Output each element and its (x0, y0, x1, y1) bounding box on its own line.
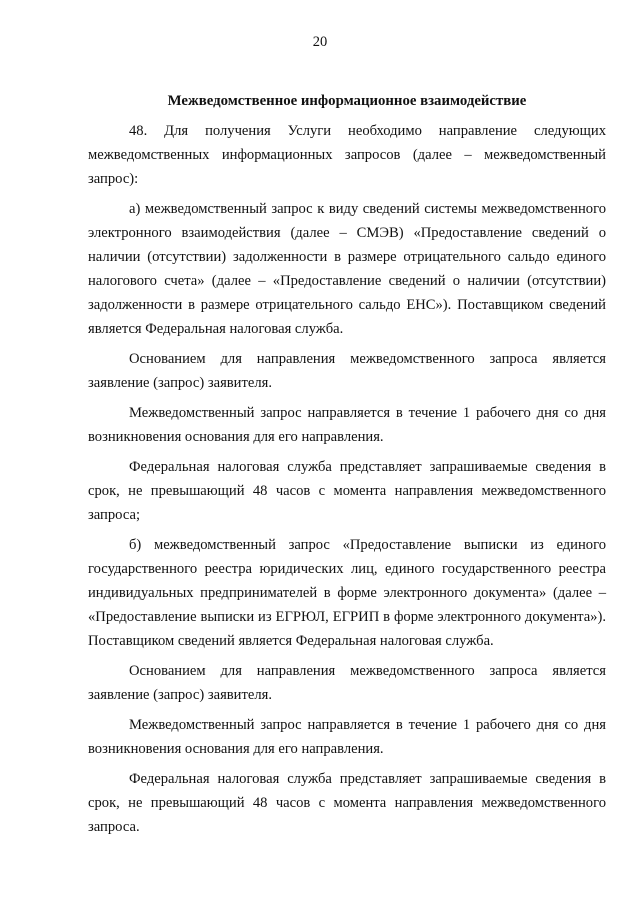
paragraph-basis-a: Основанием для направления межведомственного запроса является заявление (запрос) заявителя. (88, 351, 606, 391)
paragraph-response-b: Федеральная налоговая служба представляет запрашиваемые сведения в срок, не превышающий 48 часов с момента направления межведомственного запроса. (88, 771, 606, 835)
paragraph-basis-b: Основанием для направления межведомственного запроса является заявление (запрос) заявителя. (88, 663, 606, 703)
paragraph-48: 48. Для получения Услуги необходимо направление следующих межведомственных информационных запросов (далее – межведомственный запрос): (88, 123, 606, 187)
paragraph-timing-a: Межведомственный запрос направляется в течение 1 рабочего дня со дня возникновения основания для его направления. (88, 405, 606, 445)
paragraph-item-b: б) межведомственный запрос «Предоставление выписки из единого государственного реестра юридических лиц, единого государственного реестра индивидуальных предпринимателей в форме электронного документа» (далее – «Предоставление выписки из ЕГРЮЛ, ЕГРИП в форме электронного документа»). Поставщиком сведений является Федеральная налоговая служба. (88, 537, 606, 649)
paragraph-response-a: Федеральная налоговая служба представляет запрашиваемые сведения в срок, не превышающий 48 часов с момента направления межведомственного запроса; (88, 459, 606, 523)
paragraph-timing-b: Межведомственный запрос направляется в течение 1 рабочего дня со дня возникновения основания для его направления. (88, 717, 606, 757)
paragraph-item-a: а) межведомственный запрос к виду сведений системы межведомственного электронного взаимодействия (далее – СМЭВ) «Предоставление сведений о наличии (отсутствии) задолженности в размере отрицательного сальдо единого налогового счета» (далее – «Предоставление сведений о наличии (отсутствии) задолженности в размере отрицательного сальдо ЕНС»). Поставщиком сведений является Федеральная налоговая служба. (88, 201, 606, 337)
section-heading: Межведомственное информационное взаимодействие (167, 93, 527, 109)
page-number: 20 (312, 34, 328, 50)
document-body (88, 89, 606, 845)
